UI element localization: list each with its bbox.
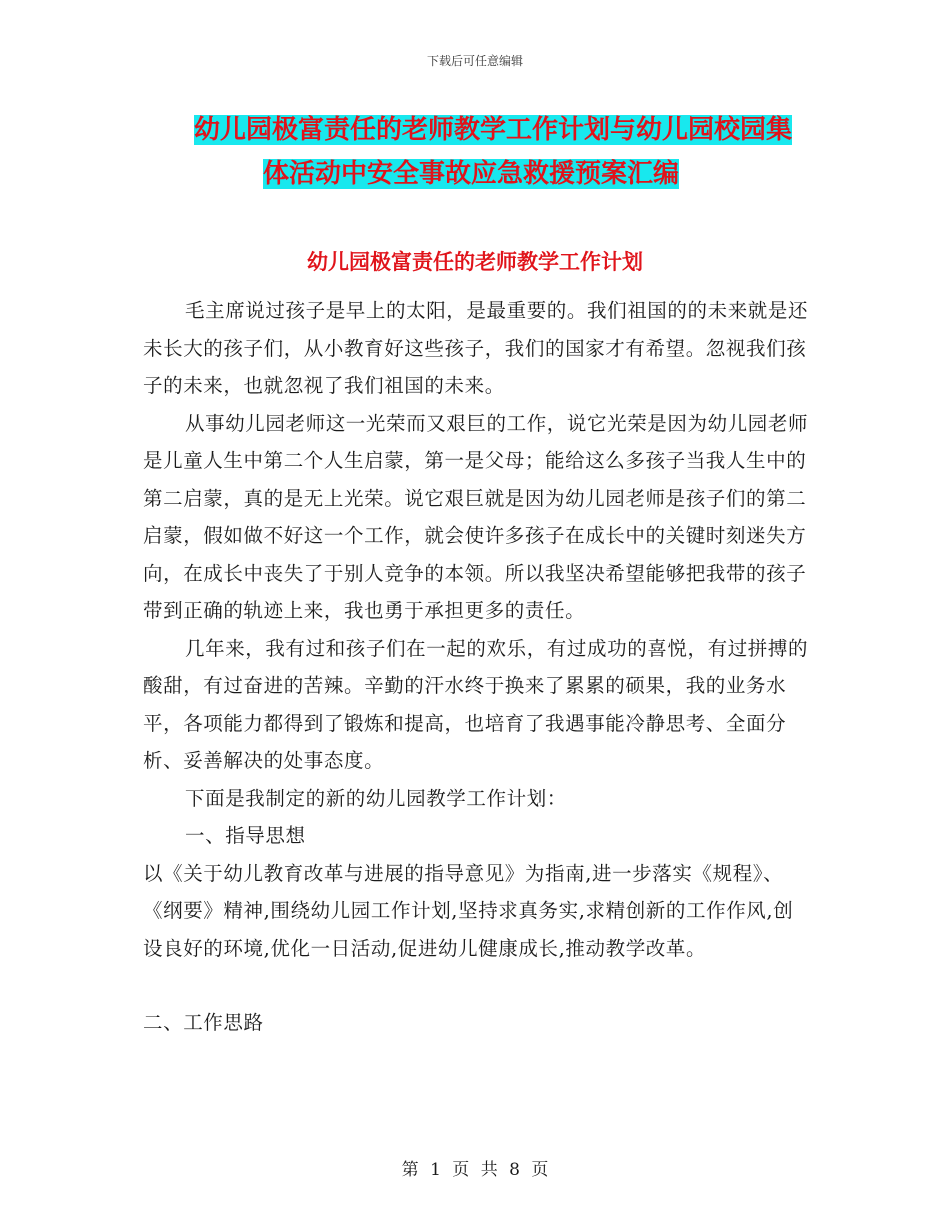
paragraph-career: 从事幼儿园老师这一光荣而又艰巨的工作，说它光荣是因为幼儿园老师是儿童人生中第二个人生启蒙，第一是父母；能给这么多孩子当我人生中的第二启蒙，真的是无上光荣。说它艰巨就是因为幼儿园老师是孩子们的第二启蒙，假如做不好这一个工作，就会使许多孩子在成长中的关键时刻迷失方向，在成长中丧失了于别人竞争的本领。所以我坚决希望能够把我带的孩子带到正确的轨迹上来，我也勇于承担更多的责任。 — [143, 411, 809, 622]
heading-work-approach: 二、工作思路 — [143, 1011, 264, 1034]
title-line-2: 体活动中安全事故应急救援预案汇编 — [263, 159, 680, 189]
document-title — [194, 108, 814, 196]
header-note: 下载后可任意编辑 — [426, 54, 523, 68]
paragraph-guiding-ideology: 以《关于幼儿教育改革与进展的指导意见》为指南,进一步落实《规程》、《纲要》精神,围绕幼儿园工作计划,坚持求真务实,求精创新的工作作风,创设良好的环境,优化一日活动,促进幼儿健康成长,推动教学改革。 — [143, 861, 794, 960]
paragraph-plan-intro: 下面是我制定的新的幼儿园教学工作计划： — [185, 786, 567, 810]
title-line-1: 幼儿园极富责任的老师教学工作计划与幼儿园校园集 — [194, 115, 793, 145]
body-text — [143, 292, 813, 1042]
paragraph-intro: 毛主席说过孩子是早上的太阳，是最重要的。我们祖国的的未来就是还未长大的孩子们，从小教育好这些孩子，我们的国家才有希望。忽视我们孩子的未来，也就忽视了我们祖国的未来。 — [143, 299, 809, 397]
paragraph-experience: 几年来，我有过和孩子们在一起的欢乐，有过成功的喜悦，有过拼搏的酸甜，有过奋进的苦辣。辛勤的汗水终于换来了累累的硕果，我的业务水平，各项能力都得到了锻炼和提高，也培育了我遇事能冷静思考、全面分析、妥善解决的处事态度。 — [143, 636, 809, 772]
heading-guiding-ideology: 一、指导思想 — [185, 824, 306, 847]
page-number-footer: 第 1 页 共 8 页 — [401, 1160, 549, 1180]
section-title: 幼儿园极富责任的老师教学工作计划 — [307, 250, 643, 274]
